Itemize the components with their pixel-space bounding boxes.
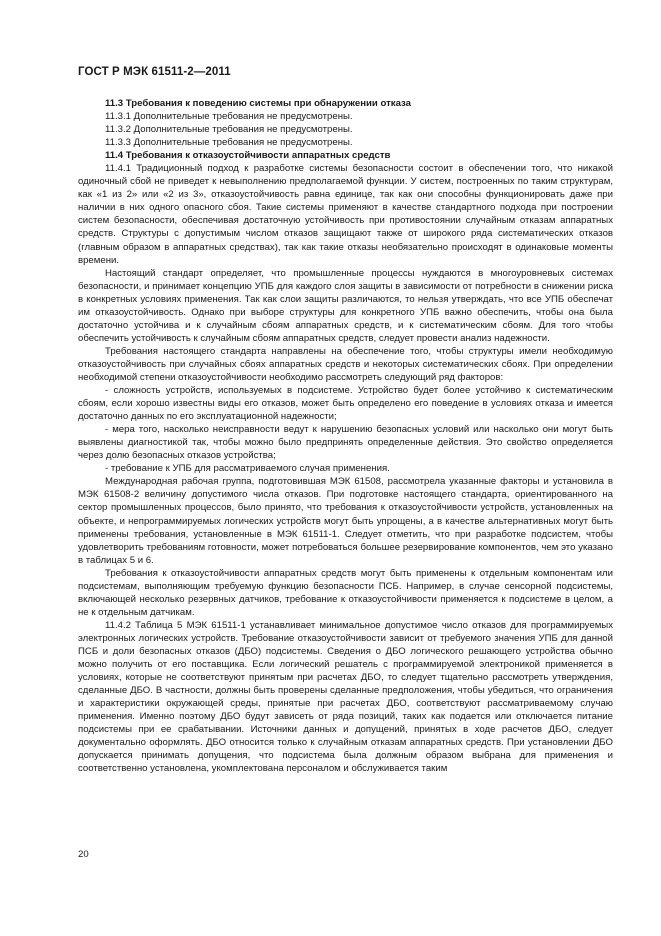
paragraph: Требования к отказоустойчивости аппаратных средств могут быть применены к отдельным компонентам или подсистемам, выполняющим требуемую функцию безопасности ПСБ. Например, в случае сенсорной подсистемы, включающей несколько резервных датчиков, требование к отказоустойчивости применяется к подсистеме в целом, а не к отдельным датчикам. bbox=[78, 567, 613, 618]
list-item: - сложность устройств, используемых в подсистеме. Устройство будет более устойчиво к систематическим сбоям, если хорошо известны виды его отказов, может быть определено его поведение в условиях отказа и имеется достаточно данных по его эксплуатационной надежности; bbox=[78, 385, 613, 423]
paragraph: Международная рабочая группа, подготовившая МЭК 61508, рассмотрела указанные факторы и установила в МЭК 61508-2 величину допустимого числа отказов. При подготовке настоящего стандарта, ориентированного на сектор промышленных процессов, было принято, что требования к отказоустойчивости устройств, установленных на объекте, и непрограммируемых логических устройств могут быть упрощены, а в качестве альтернативных могут быть применены требования, установленные в МЭК 61511-1. Следует отметить, что при разработке подсистем, чтобы удовлетворить требованиям готовности, может потребоваться большее резервирование компонентов, чем это указано в таблицах 5 и 6. bbox=[78, 476, 613, 566]
list-item: - мера того, насколько неисправности ведут к нарушению безопасных условий или насколько они могут быть выявлены диагностикой так, чтобы можно было предпринять определенные действия. Это свойство определяется через долю безопасных отказов устройства; bbox=[78, 424, 613, 462]
clause-11-3-3: 11.3.3 Дополнительные требования не предусмотрены. bbox=[105, 137, 353, 149]
paragraph: Настоящий стандарт определяет, что промышленные процессы нуждаются в многоуровневых системах безопасности, и принимает концепцию УПБ для каждого слоя защиты в зависимости от потребности в снижении риска в конкретных условиях применения. Так как слои защиты различаются, то нельзя утверждать, что все УПБ обеспечат им отказоустойчивость. Однако при выборе структуры для конкретного УПБ важно обеспечить, чтобы она была достаточно устойчива и к случайным сбоям аппаратных средств, и к систематическим сбоям. Для того чтобы обеспечить устойчивость к случайным сбоям аппаратных средств, следует провести анализ надежности. bbox=[78, 267, 613, 344]
paragraph: Требования настоящего стандарта направлены на обеспечение того, чтобы структуры имели необходимую отказоустойчивость при случайных сбоях аппаратных средств и некоторых систематических сбоях. При определении необходимой степени отказоустойчивости необходимо рассмотреть следующий ряд факторов: bbox=[78, 345, 613, 383]
section-heading-11-4: 11.4 Требования к отказоустойчивости аппаратных средств bbox=[105, 150, 391, 162]
clause-11-4-2: 11.4.2 Таблица 5 МЭК 61511-1 устанавливает минимальное допустимое число отказов для программируемых электронных логических устройств. Требование отказоустойчивости зависит от требуемого значения УПБ для данной ПСБ и доли безопасных отказов (ДБО) подсистемы. Сведения о ДБО логического решающего устройства обычно можно получить от его поставщика. Если логический решатель с программируемой электроникой применяется в условиях, которые не соответствуют принятым при расчетах ДБО, то следует тщательно рассмотреть утверждения, сделанные ДБО. В частности, должны быть проверены сделанные предположения, чтобы убедиться, что ограничения и характеристики окружающей среды, принятые при расчетах ДБО, соответствуют рассматриваемому случаю применения. Именно поэтому ДБО будут зависеть от ряда позиций, таких как подается или отключается питание подсистемы при ее срабатывании. Источники данных и допущений, принятых в ходе расчетов ДБО, следует документально оформлять. ДБО относится только к случайным отказам аппаратных средств. При установлении ДБО допускается принимать допущения, что подсистема была должным образом выбрана для применения и соответственно установлена, укомплектована персоналом и обслуживается таким bbox=[78, 619, 613, 775]
document-body bbox=[78, 97, 613, 775]
clause-11-3-2: 11.3.2 Дополнительные требования не предусмотрены. bbox=[105, 124, 353, 136]
page-number: 20 bbox=[78, 849, 89, 860]
clause-11-3-1: 11.3.1 Дополнительные требования не предусмотрены. bbox=[105, 111, 353, 123]
list-item: - требование к УПБ для рассматриваемого случая применения. bbox=[105, 463, 390, 475]
section-heading-11-3: 11.3 Требования к поведению системы при обнаружении отказа bbox=[105, 98, 411, 109]
clause-11-4-1: 11.4.1 Традиционный подход к разработке системы безопасности состоит в обеспечении того, что никакой одиночный сбой не приведет к невыполнению предполагаемой функции. У систем, построенных по таким структурам, как «1 из 2» или «2 из 3», отказоустойчивость равна единице, так как они способны функционировать даже при наличии в них одного опасного сбоя. Такие системы применяют в качестве стандартного подхода при построении систем безопасности, обеспечивая достаточную устойчивость при противостоянии случайным отказам аппаратных средств. Структуры с допустимым числом отказов защищают также от широкого ряда систематических отказов (главным образом в аппаратных средствах), так как такие отказы необязательно происходят в одинаковые моменты времени. bbox=[78, 163, 613, 266]
standard-header: ГОСТ Р МЭК 61511-2—2011 bbox=[78, 66, 231, 78]
